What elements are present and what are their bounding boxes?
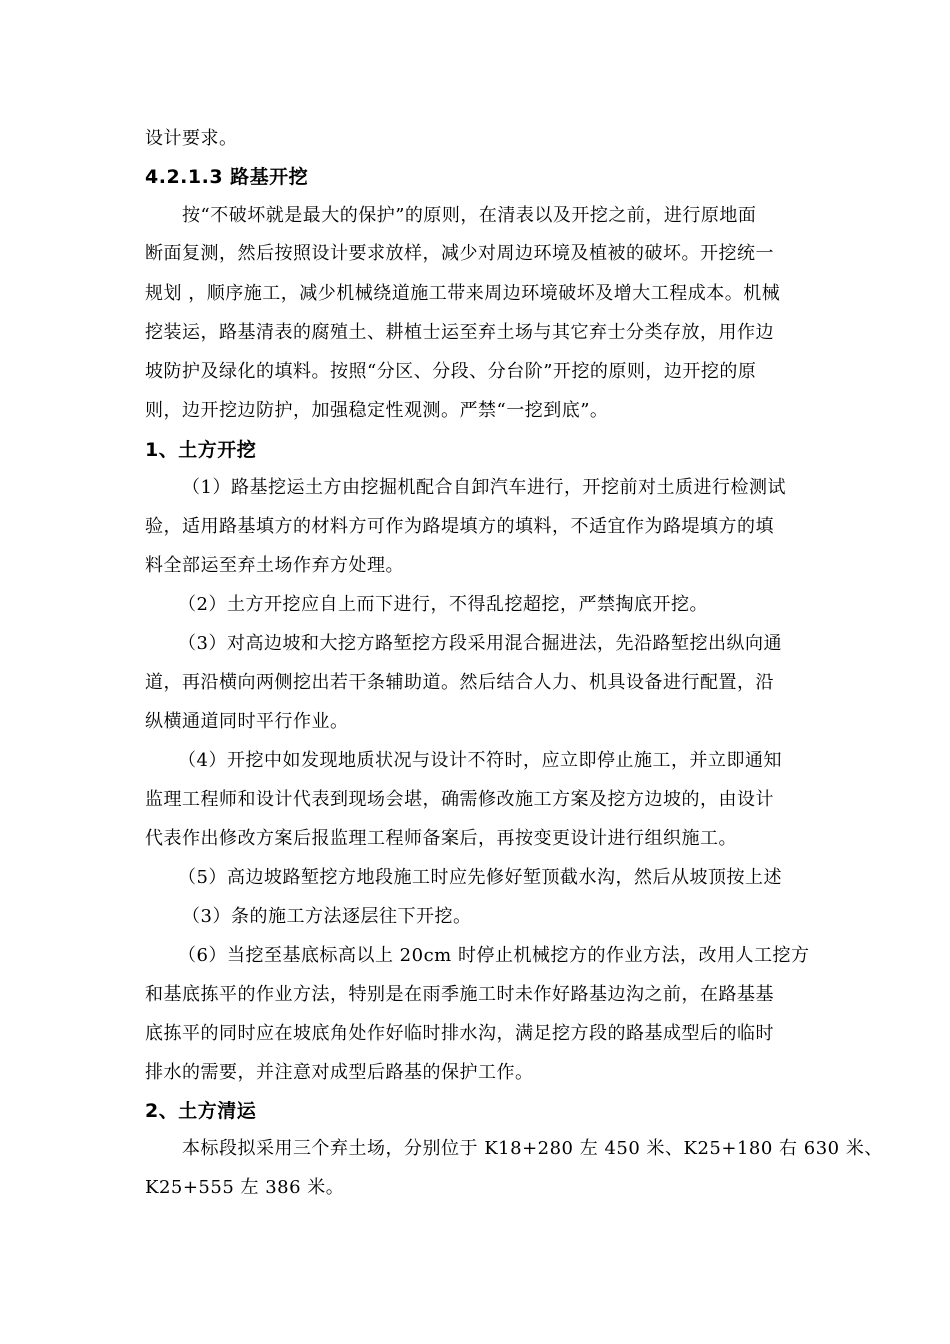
text-line: （4）开挖中如发现地质状况与设计不符时，应立即停止施工，并立即通知 — [178, 750, 782, 771]
text-line: 按“不破坏就是最大的保护”的原则，在清表以及开挖之前，进行原地面 — [182, 205, 757, 226]
text-line: （3）对高边坡和大挖方路堑挖方段采用混合掘进法，先沿路堑挖出纵向通 — [178, 633, 782, 654]
text-line: 监理工程师和设计代表到现场会堪，确需修改施工方案及挖方边坡的，由设计 — [145, 789, 774, 810]
section-heading: 1、土方开挖 — [145, 439, 257, 461]
text-line: 断面复测，然后按照设计要求放样，减少对周边环境及植被的破坏。开挖统一 — [145, 243, 774, 264]
text-line: 规划 ，顺序施工，减少机械绕道施工带来周边环境破坏及增大工程成本。机械 — [145, 283, 781, 304]
section-heading: 4.2.1.3 路基开挖 — [145, 166, 309, 188]
text-line: 则，边开挖边防护，加强稳定性观测。严禁“一挖到底”。 — [145, 400, 609, 421]
text-line: （2）土方开挖应自上而下进行，不得乱挖超挖，严禁掏底开挖。 — [178, 594, 708, 615]
text-line: （5）高边坡路堑挖方地段施工时应先修好堑顶截水沟，然后从坡顶按上述 — [178, 867, 782, 888]
section-heading: 2、土方清运 — [145, 1100, 257, 1122]
text-line: 和基底拣平的作业方法，特别是在雨季施工时未作好路基边沟之前，在路基基 — [145, 984, 774, 1005]
text-line: 代表作出修改方案后报监理工程师备案后，再按变更设计进行组织施工。 — [145, 828, 737, 849]
text-line: 道，再沿横向两侧挖出若干条辅助道。然后结合人力、机具设备进行配置，沿 — [145, 672, 774, 693]
text-line: （1）路基挖运土方由挖掘机配合自卸汽车进行，开挖前对土质进行检测试 — [182, 477, 786, 498]
text-line: K25+555 左 386 米。 — [145, 1177, 345, 1198]
text-line: 本标段拟采用三个弃土场，分别位于 K18+280 左 450 米、K25+180 右 630 米、 — [182, 1138, 883, 1159]
text-line: 底拣平的同时应在坡底角处作好临时排水沟，满足挖方段的路基成型后的临时 — [145, 1023, 774, 1044]
text-line: 料全部运至弃土场作弃方处理。 — [145, 555, 404, 576]
text-line: 设计要求。 — [145, 128, 238, 149]
text-line: （6）当挖至基底标高以上 20cm 时停止机械挖方的作业方法，改用人工挖方 — [178, 945, 810, 966]
text-line: 验，适用路基填方的材料方可作为路堤填方的填料，不适宜作为路堤填方的填 — [145, 516, 774, 537]
text-line: 坡防护及绿化的填料。按照“分区、分段、分台阶”开挖的原则，边开挖的原 — [145, 361, 757, 382]
text-line: （3）条的施工方法逐层往下开挖。 — [182, 906, 472, 927]
text-line: 排水的需要，并注意对成型后路基的保护工作。 — [145, 1062, 534, 1083]
text-line: 挖装运，路基清表的腐殖土、耕植士运至弃土场与其它弃士分类存放，用作边 — [145, 322, 774, 343]
text-line: 纵横通道同时平行作业。 — [145, 711, 349, 732]
